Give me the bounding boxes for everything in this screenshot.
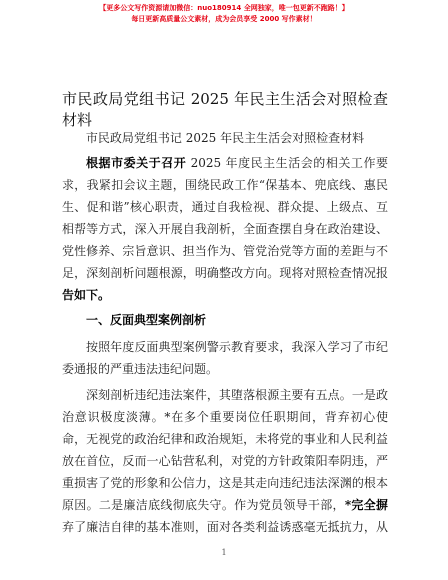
paragraph-2 — [62, 336, 388, 380]
bold-text: 根据市委关于召开 — [86, 156, 187, 170]
paragraph-line — [62, 196, 388, 218]
promo-banner-line-1: 【更多公文写作资源请加微信：nuo180914 全网独家，唯一包更新不跑路！】 — [99, 4, 349, 12]
paragraph-line — [62, 152, 388, 174]
page-number: 1 — [221, 548, 227, 557]
text-segment: 按照年度反面典型案例警示教育要求，我深入学习了市纪 — [86, 340, 388, 354]
bold-text: *完全摒 — [344, 498, 388, 512]
paragraph-line — [62, 406, 388, 428]
paragraph-line — [62, 240, 388, 262]
paragraph-line — [62, 174, 388, 196]
text-segment: 求，我紧扣会议主题，围绕民政工作“保基本、兜底线、惠民 — [62, 178, 388, 192]
section-heading: 一、反面典型案例剖析 — [86, 313, 207, 327]
text-segment: 治意识极度淡薄。*在多个重要岗位任职期间，背弃初心使 — [62, 410, 388, 424]
text-segment: 原因。二是廉洁底线彻底失守。作为党员领导干部， — [62, 498, 345, 512]
text-segment: 委通报的严重违法违纪问题。 — [62, 362, 219, 376]
paragraph-line — [62, 358, 388, 380]
text-segment: 深刻剖析违纪违法案件，其堕落根源主要有五点。一是政 — [86, 388, 388, 402]
paragraph-line — [62, 516, 388, 538]
document-title — [62, 89, 388, 131]
bold-text: 告如下。 — [62, 288, 111, 302]
paragraph-line — [62, 336, 388, 358]
text-segment: 相帮等方式，深入开展自我剖析，全面查摆自身在政治建设、 — [62, 222, 388, 236]
promo-banner — [0, 3, 448, 25]
document-body — [62, 152, 388, 538]
document-subtitle: 市民政局党组书记 2025 年民主生活会对照检查材料 — [85, 131, 365, 145]
text-segment: 重损害了党的形象和公信力，这是其走向违纪违法深渊的根本 — [62, 476, 388, 490]
document-title-line-2: 材料 — [62, 111, 93, 129]
paragraph-line — [62, 450, 388, 472]
text-segment: 生、促和谐”核心职责，通过自我检视、群众提、上级点、互 — [62, 200, 388, 214]
paragraph-1 — [62, 152, 388, 306]
text-segment: 放在首位，反而一心钻营私利，对党的方针政策阳奉阴违，严 — [62, 454, 388, 468]
paragraph-3 — [62, 384, 388, 538]
paragraph-line — [62, 494, 388, 516]
document-title-line-1: 市民政局党组书记 2025 年民主生活会对照检查 — [62, 90, 388, 108]
text-segment: 命，无视党的政治纪律和政治规矩，未将党的事业和人民利益 — [62, 432, 388, 446]
text-segment: 弃了廉洁自律的基本准则，面对各类利益诱惑毫无抵抗力，从 — [62, 520, 388, 534]
paragraph-line — [62, 284, 388, 306]
paragraph-line — [62, 384, 388, 406]
promo-banner-line-2: 每日更新高质量公文素材，成为会员享受 2000 写作素材！ — [131, 15, 317, 23]
text-segment: 党性修养、宗旨意识、担当作为、管党治党等方面的差距与不 — [62, 244, 388, 258]
paragraph-line — [62, 428, 388, 450]
text-segment: 足，深刻剖析问题根源，明确整改方向。现将对照检查情况报 — [62, 266, 388, 280]
paragraph-line — [62, 218, 388, 240]
paragraph-line — [62, 472, 388, 494]
paragraph-line — [62, 262, 388, 284]
text-segment: 2025 年度民主生活会的相关工作要 — [186, 156, 388, 170]
